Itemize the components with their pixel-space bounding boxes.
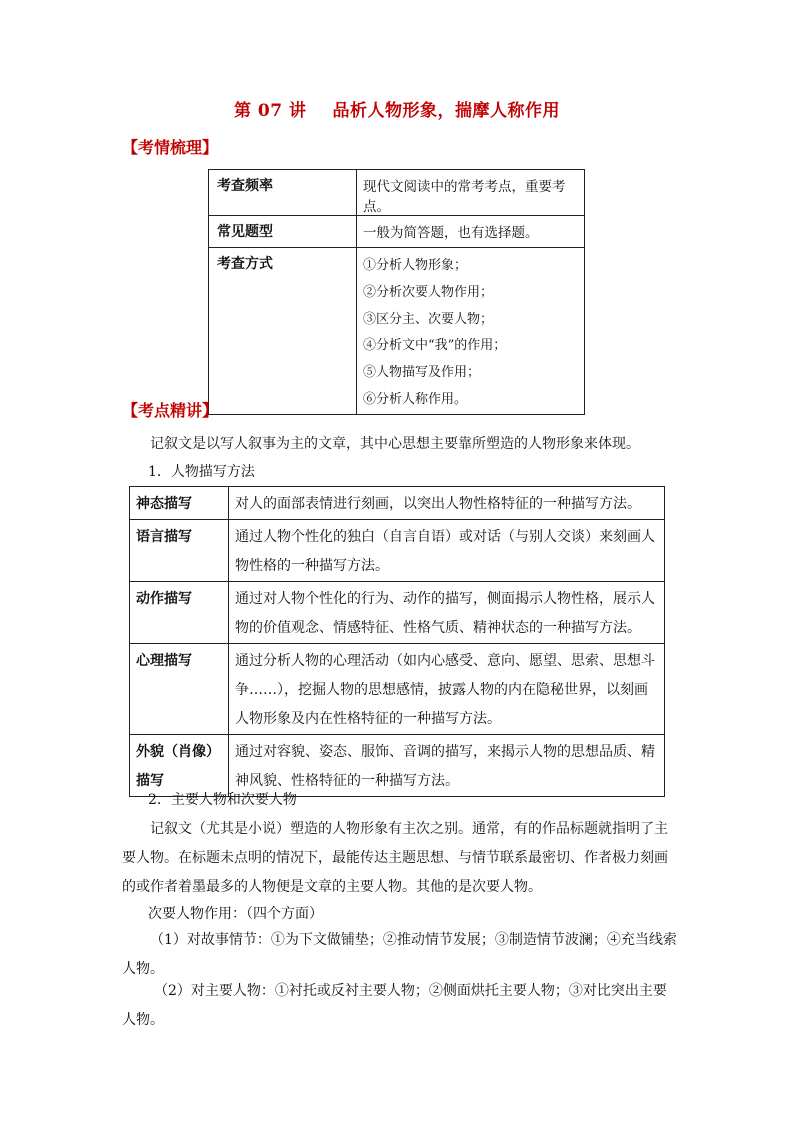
table-row <box>130 582 665 644</box>
table-value-cell: 现代文阅读中的常考考点，重要考点。 <box>357 170 585 216</box>
table-row <box>209 248 585 415</box>
list-item: ④分析文中“我”的作用； <box>363 338 507 354</box>
lecture-number: 第 07 讲 <box>234 101 307 121</box>
description-methods-table <box>129 486 665 797</box>
table-key-cell: 语言描写 <box>130 520 229 582</box>
table-row <box>130 487 665 520</box>
subheading-methods: 1．人物描写方法 <box>148 464 255 480</box>
table-value-cell: 对人的面部表情进行刻画，以突出人物性格特征的一种描写方法。 <box>229 487 665 520</box>
table-row <box>130 520 665 582</box>
table-key-cell: 神态描写 <box>130 487 229 520</box>
list-item: ③区分主、次要人物； <box>363 311 494 327</box>
subheading-main-secondary: 2．主要人物和次要人物 <box>148 792 297 808</box>
table-key-cell: 常见题型 <box>209 216 357 248</box>
list-item: ②分析次要人物作用； <box>363 284 494 300</box>
section-heading-exam: 【考情梳理】 <box>122 138 219 157</box>
table-value-cell <box>357 248 585 415</box>
table-value-cell: 通过分析人物的心理活动（如内心感受、意向、愿望、思索、思想斗争……），挖掘人物的思想感情，披露人物的内在隐秘世界，以刻画人物形象及内在性格特征的一种描写方法。 <box>229 644 665 735</box>
table-key-cell: 考查频率 <box>209 170 357 216</box>
table-value-cell: 一般为简答题，也有选择题。 <box>357 216 585 248</box>
table-key-cell: 考查方式 <box>209 248 357 415</box>
secondary-role-plot: （1）对故事情节：①为下文做铺垫；②推动情节发展；③制造情节波澜；④充当线索人物。 <box>122 932 677 977</box>
page-title <box>0 96 794 121</box>
table-key-cell: 心理描写 <box>130 644 229 735</box>
intro-paragraph: 记叙文是以写人叙事为主的文章，其中心思想主要靠所塑造的人物形象来体现。 <box>150 436 640 452</box>
table-row <box>209 216 585 248</box>
exam-info-table <box>208 169 585 415</box>
section-heading-points: 【考点精讲】 <box>122 401 219 420</box>
table-row <box>130 644 665 735</box>
list-item: ⑥分析人称作用。 <box>363 391 468 407</box>
list-item: ⑤人物描写及作用； <box>363 365 481 381</box>
table-value-cell: 通过对容貌、姿态、服饰、音调的描写，来揭示人物的思想品质、精神风貌、性格特征的一种描写方法。 <box>229 735 665 797</box>
secondary-roles-title: 次要人物作用：（四个方面） <box>148 906 323 922</box>
list-item: ①分析人物形象； <box>363 258 468 273</box>
table-row <box>209 170 585 216</box>
secondary-role-main-character: （2）对主要人物：①衬托或反衬主要人物；②侧面烘托主要人物；③对比突出主要人物。 <box>122 983 667 1028</box>
table-key-cell: 动作描写 <box>130 582 229 644</box>
lecture-topic: 品析人物形象，揣摩人称作用 <box>332 101 560 121</box>
main-characters-paragraph: 记叙文（尤其是小说）塑造的人物形象有主次之别。通常，有的作品标题就指明了主要人物。在标题未点明的情况下，最能传达主题思想、与情节联系最密切、作者极力刻画的或作者着墨最多的人物便是文章的主要人物。其他的是次要人物。 <box>122 821 668 895</box>
table-value-cell: 通过人物个性化的独白（自言自语）或对话（与别人交谈）来刻画人物性格的一种描写方法。 <box>229 520 665 582</box>
table-value-cell: 通过对人物个性化的行为、动作的描写，侧面揭示人物性格，展示人物的价值观念、情感特征、性格气质、精神状态的一种描写方法。 <box>229 582 665 644</box>
table-key-cell: 外貌（肖像）描写 <box>130 735 229 797</box>
